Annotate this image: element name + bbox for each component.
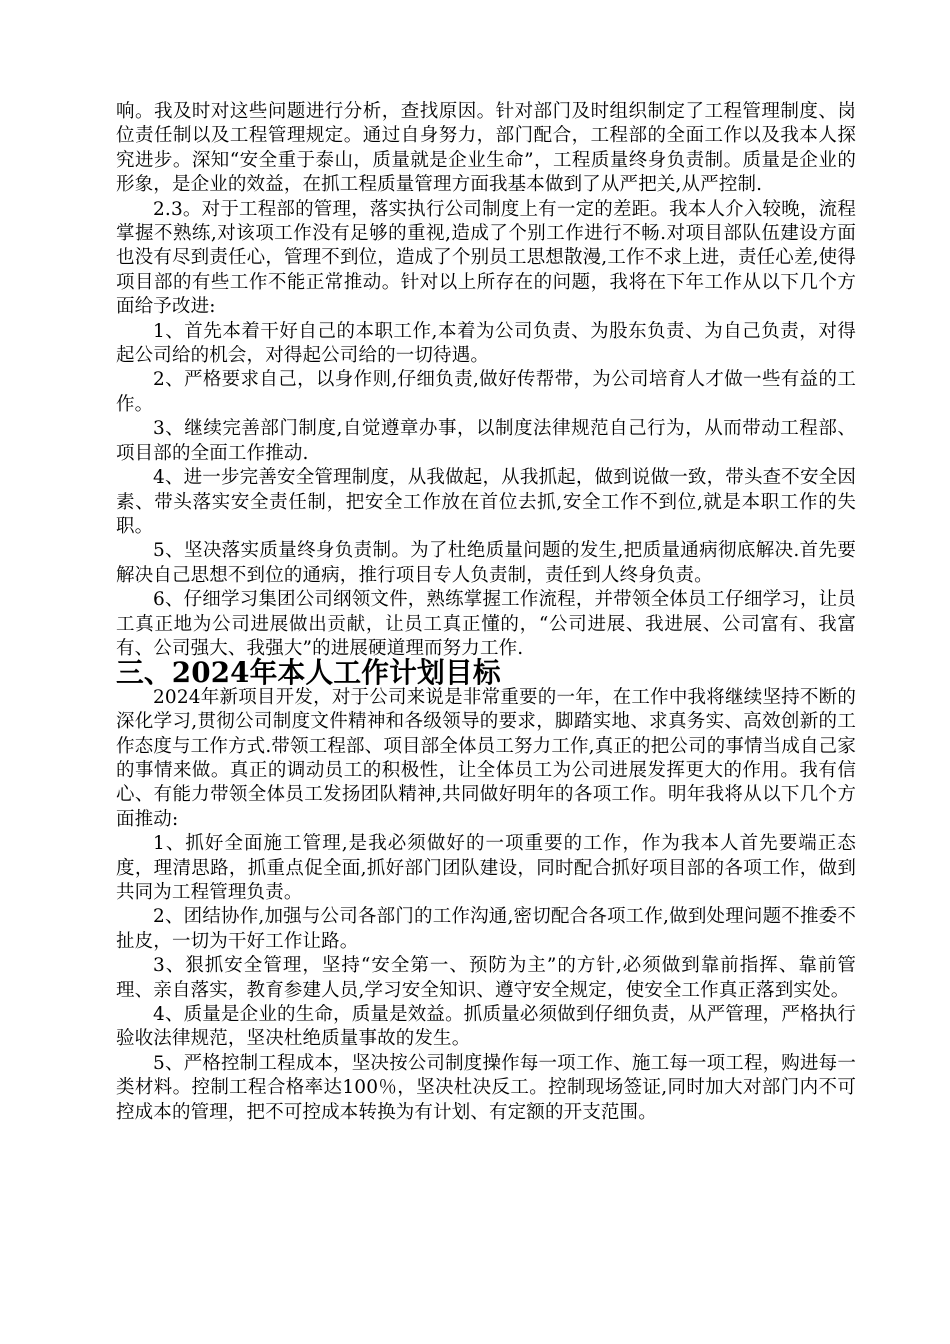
plan-intro-paragraph: 2024年新项目开发，对于公司来说是非常重要的一年，在工作中我将继续坚持不断的深化学习,贯彻公司制度文件精神和各级领导的要求，脚踏实地、求真务实、高效创新的工作态度与工作方式.带领工程部、项目部全体员工努力工作,真正的把公司的事情当成自己家的事情来做。真正的调动员工的积极性，让全体员工为公司进展发挥更大的作用。我有信心、有能力带领全体员工发扬团队精神,共同做好明年的各项工作。明年我将从以下几个方面推动: xyxy=(116,686,856,830)
improvement-item-2: 2、严格要求自己，以身作则,仔细负责,做好传帮带，为公司培育人才做一些有益的工作。 xyxy=(116,369,856,415)
plan-item-3: 3、狠抓安全管理，坚持“安全第一、预防为主”的方针,必须做到靠前指挥、靠前管理、亲自落实，教育参建人员,学习安全知识、遵守安全规定，使安全工作真正落到实处。 xyxy=(116,955,856,1001)
paragraph-2-3: 2.3。对于工程部的管理，落实执行公司制度上有一定的差距。我本人介入较晚，流程掌握不熟练,对该项工作没有足够的重视,造成了个别工作进行不畅.对项目部队伍建设方面也没有尽到责任心，管理不到位，造成了个别员工思想散漫,工作不求上进，责任心差,使得项目部的有些工作不能正常推动。针对以上所存在的问题，我将在下年工作从以下几个方面给予改进: xyxy=(116,198,856,318)
improvement-item-5: 5、坚决落实质量终身负责制。为了杜绝质量问题的发生,把质量通病彻底解决.首先要解决自己思想不到位的通病，推行项目专人负责制，责任到人终身负责。 xyxy=(116,540,856,586)
improvement-item-6: 6、仔细学习集团公司纲领文件，熟练掌握工作流程，并带领全体员工仔细学习，让员工真正地为公司进展做出贡献，让员工真正懂的，“公司进展、我进展、公司富有、我富有、公司强大、我强大”的进展硬道理而努力工作. xyxy=(116,589,856,659)
paragraph-continuation: 响。我及时对这些问题进行分析，查找原因。针对部门及时组织制定了工程管理制度、岗位责任制以及工程管理规定。通过自身努力，部门配合，工程部的全面工作以及我本人探究进步。深知“安全重于泰山，质量就是企业生命”，工程质量终身负责制。质量是企业的形象，是企业的效益，在抓工程质量管理方面我基本做到了从严把关,从严控制. xyxy=(116,101,856,196)
plan-item-2: 2、团结协作,加强与公司各部门的工作沟通,密切配合各项工作,做到处理问题不推委不扯皮，一切为干好工作让路。 xyxy=(116,906,856,952)
plan-item-1: 1、抓好全面施工管理,是我必须做好的一项重要的工作，作为我本人首先要端正态度，理清思路，抓重点促全面,抓好部门团队建设，同时配合抓好项目部的各项工作，做到共同为工程管理负责。 xyxy=(116,833,856,903)
improvement-item-4: 4、进一步完善安全管理制度，从我做起，从我抓起，做到说做一致，带头查不安全因素、带头落实安全责任制，把安全工作放在首位去抓,安全工作不到位,就是本职工作的失职。 xyxy=(116,467,856,537)
document-page xyxy=(116,100,856,1125)
plan-item-5: 5、严格控制工程成本，坚决按公司制度操作每一项工作、施工每一项工程，购进每一类材料。控制工程合格率达100％，坚决杜决反工。控制现场签证,同时加大对部门内不可控成本的管理，把不可控成本转换为有计划、有定额的开支范围。 xyxy=(116,1052,856,1123)
improvement-item-1: 1、首先本着干好自己的本职工作,本着为公司负责、为股东负责、为自己负责，对得起公司给的机会，对得起公司给的一切待遇。 xyxy=(116,320,856,367)
plan-item-4: 4、质量是企业的生命，质量是效益。抓质量必须做到仔细负责，从严管理，严格执行验收法律规范，坚决杜绝质量事故的发生。 xyxy=(116,1004,856,1050)
improvement-item-3: 3、继续完善部门制度,自觉遵章办事，以制度法律规范自己行为，从而带动工程部、项目部的全面工作推动. xyxy=(116,418,856,464)
section-heading: 三、2024年本人工作计划目标 xyxy=(116,656,501,690)
